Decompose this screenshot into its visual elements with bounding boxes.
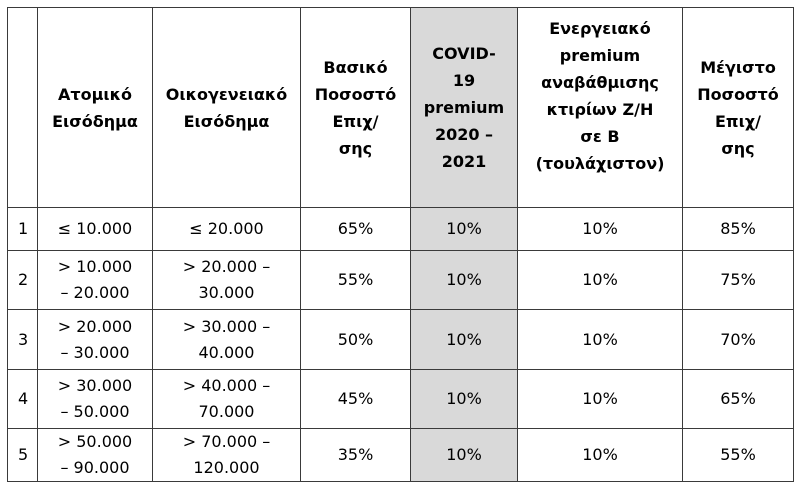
base-rate-cell: 65% (301, 208, 411, 251)
max-rate-cell: 85% (683, 208, 794, 251)
header-base-rate: Βασικό Ποσοστό Επιχ/ σης (301, 8, 411, 208)
energy-premium-cell: 10% (518, 370, 683, 429)
energy-premium-cell: 10% (518, 310, 683, 370)
individual-income-cell: ≤ 10.000 (38, 208, 153, 251)
table-row (8, 208, 794, 251)
family-income-cell: > 70.000 – 120.000 (153, 429, 301, 482)
individual-income-cell: > 50.000 – 90.000 (38, 429, 153, 482)
covid-premium-cell: 10% (411, 251, 518, 310)
energy-premium-cell: 10% (518, 429, 683, 482)
header-energy-premium: Ενεργειακό premium αναβάθμισης κτιρίων Ζ/Η σε Β (τουλάχιστον) (518, 8, 683, 208)
max-rate-cell: 65% (683, 370, 794, 429)
header-max-rate: Μέγιστο Ποσοστό Επιχ/ σης (683, 8, 794, 208)
header-covid-premium: COVID- 19 premium 2020 – 2021 (411, 8, 518, 208)
table-row (8, 429, 794, 482)
table-row (8, 251, 794, 310)
row-number-cell: 4 (8, 370, 38, 429)
max-rate-cell: 70% (683, 310, 794, 370)
individual-income-cell: > 20.000 – 30.000 (38, 310, 153, 370)
energy-premium-cell: 10% (518, 251, 683, 310)
family-income-cell: ≤ 20.000 (153, 208, 301, 251)
header-row-number (8, 8, 38, 208)
covid-premium-cell: 10% (411, 208, 518, 251)
table-header-row (8, 8, 794, 208)
table-row (8, 310, 794, 370)
family-income-cell: > 20.000 – 30.000 (153, 251, 301, 310)
base-rate-cell: 50% (301, 310, 411, 370)
energy-premium-cell: 10% (518, 208, 683, 251)
max-rate-cell: 55% (683, 429, 794, 482)
individual-income-cell: > 30.000 – 50.000 (38, 370, 153, 429)
subsidy-rates-table (7, 7, 794, 482)
row-number-cell: 3 (8, 310, 38, 370)
base-rate-cell: 45% (301, 370, 411, 429)
family-income-cell: > 40.000 – 70.000 (153, 370, 301, 429)
header-individual-income: Ατομικό Εισόδημα (38, 8, 153, 208)
table-row (8, 370, 794, 429)
covid-premium-cell: 10% (411, 310, 518, 370)
header-family-income: Οικογενειακό Εισόδημα (153, 8, 301, 208)
family-income-cell: > 30.000 – 40.000 (153, 310, 301, 370)
covid-premium-cell: 10% (411, 429, 518, 482)
base-rate-cell: 35% (301, 429, 411, 482)
max-rate-cell: 75% (683, 251, 794, 310)
covid-premium-cell: 10% (411, 370, 518, 429)
row-number-cell: 2 (8, 251, 38, 310)
row-number-cell: 5 (8, 429, 38, 482)
row-number-cell: 1 (8, 208, 38, 251)
individual-income-cell: > 10.000 – 20.000 (38, 251, 153, 310)
base-rate-cell: 55% (301, 251, 411, 310)
